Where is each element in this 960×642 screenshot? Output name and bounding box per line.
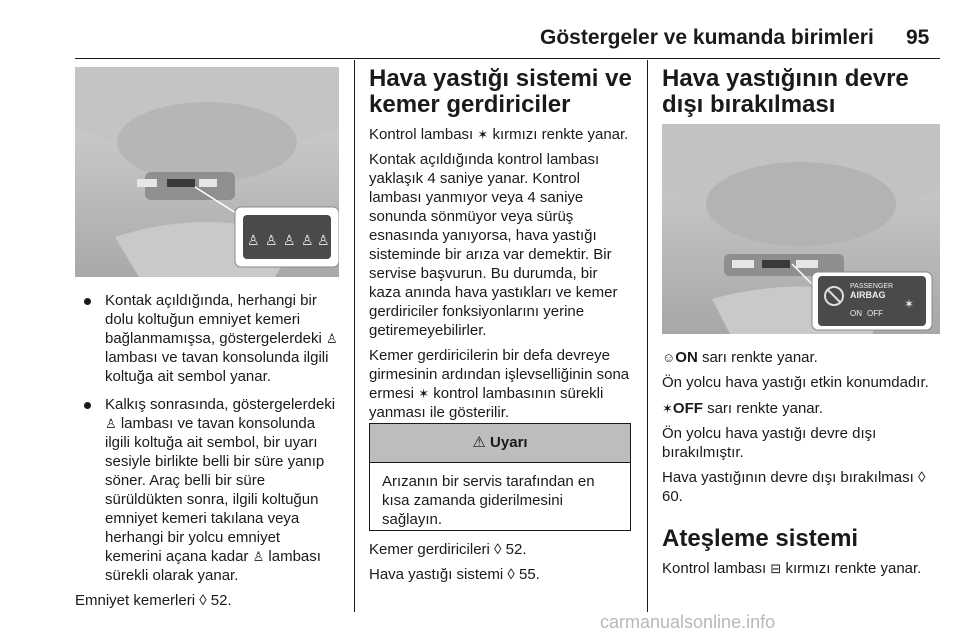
bullet-list — [75, 291, 339, 585]
paragraph — [662, 399, 940, 418]
text: sarı renkte yanar. — [707, 400, 823, 417]
svg-text:♙: ♙ — [265, 233, 278, 249]
link-page-ref[interactable]: 55. — [518, 566, 540, 583]
warning-body: Arızanın bir servis tarafından en kısa zamanda giderilmesini sağlayın. — [382, 473, 595, 528]
bullet-dot — [84, 402, 91, 409]
reference-text: Kemer gerdiricileri — [369, 541, 490, 558]
page-ref-icon: ◊ — [507, 566, 515, 583]
airbag-warning-icon: ✶ — [418, 386, 430, 401]
column-1 — [75, 291, 339, 610]
section-heading: Hava yastığının devre dışı bırakılması — [662, 65, 909, 118]
section-heading: Hava yastığı sistemi ve kemer gerdiriciler — [369, 65, 632, 118]
seatbelt-icon: ♙ — [105, 416, 117, 431]
page-ref-icon: ◊ — [199, 592, 207, 609]
paragraph — [662, 559, 940, 578]
link-page-ref[interactable]: 60. — [662, 488, 683, 505]
link-page-ref[interactable]: 52. — [505, 541, 527, 558]
page-header — [0, 0, 960, 60]
column-divider — [647, 60, 648, 612]
column-3 — [662, 348, 940, 578]
airbag-warning-icon: ✶ — [477, 127, 489, 142]
airbag-on-icon: ☺ — [662, 350, 676, 365]
panel-off-label: OFF — [867, 309, 883, 318]
warning-triangle-icon: ⚠ — [472, 434, 486, 451]
text: Kontrol lambası — [662, 560, 767, 577]
panel-airbag-label: AIRBAG — [850, 290, 886, 300]
section-heading: Ateşleme sistemi — [662, 525, 859, 552]
text: Kemer gerdiricilerin bir defa devreye girmesinin ardından işlevselliğinin sona ermesi — [369, 347, 630, 402]
bullet-text: lambası sürekli olarak yanar. — [105, 548, 321, 584]
svg-text:♙: ♙ — [301, 233, 314, 249]
text: kontrol lambasının sürekli yanması ile gösterilir. — [369, 385, 604, 421]
list-item — [75, 395, 339, 585]
svg-text:♙: ♙ — [283, 233, 296, 249]
warning-header — [370, 424, 630, 463]
ignition-icon: ⊟ — [770, 561, 782, 576]
on-label: ON — [675, 349, 698, 366]
bullet-text: Kontak açıldığında, herhangi bir dolu koltuğun emniyet kemeri bağlanmamışsa, göstergelerdeki — [105, 292, 322, 347]
airbag-off-icon: ✶ — [662, 401, 673, 416]
page-ref-icon: ◊ — [494, 541, 502, 558]
cross-reference — [75, 591, 339, 610]
column-divider — [354, 60, 355, 612]
cross-reference — [369, 565, 632, 584]
paragraph: Ön yolcu hava yastığı etkin konumdadır. — [662, 374, 929, 391]
column-2-refs — [369, 540, 632, 584]
airbag-console-photo — [662, 124, 940, 334]
bullet-text: lambası ve tavan konsolunda ilgili koltuğa ait sembol, bir uyarı sesiyle birlikte belli bir süre yanıp söner. Araç belli bir süre sürüldükten sonra, ilgili koltuğun emniyet kemeri takılana veya herhangi bir yolcu emniyet kemerini açana kadar — [105, 415, 325, 565]
airbag-console-illustration — [662, 124, 940, 334]
bullet-dot — [84, 298, 91, 305]
list-item — [75, 291, 339, 386]
cross-reference — [369, 540, 632, 559]
reference-text: Emniyet kemerleri — [75, 592, 196, 609]
paragraph: Ön yolcu hava yastığı devre dışı bırakılmıştır. — [662, 425, 877, 461]
bullet-text: lambası ve tavan konsolunda ilgili koltuğa ait sembol yanar. — [105, 349, 329, 385]
reference-text: Hava yastığının devre dışı bırakılması — [662, 469, 914, 486]
seatbelt-console-illustration — [75, 67, 339, 277]
column-2 — [369, 66, 632, 422]
svg-text:✶: ✶ — [904, 297, 915, 311]
paragraph — [662, 348, 940, 367]
seatbelt-icon: ♙ — [252, 549, 265, 564]
header-rule — [75, 58, 940, 59]
warning-title: Uyarı — [490, 434, 528, 451]
bullet-text: Kalkış sonrasında, göstergelerdeki — [105, 396, 336, 413]
warning-box — [369, 423, 631, 531]
paragraph — [369, 125, 632, 144]
paragraph — [369, 346, 632, 422]
text: Kontrol lambası — [369, 126, 474, 143]
text: kırmızı renkte yanar. — [492, 126, 629, 143]
seatbelt-console-photo — [75, 67, 339, 277]
panel-on-label: ON — [850, 309, 862, 318]
watermark: carmanualsonline.info — [600, 612, 776, 632]
page-ref-icon: ◊ — [917, 469, 926, 486]
page-number: 95 — [906, 26, 930, 49]
page-title: Göstergeler ve kumanda birimleri — [540, 26, 874, 49]
seatbelt-icon: ♙ — [325, 331, 338, 346]
svg-text:♙: ♙ — [317, 233, 330, 249]
reference-text: Hava yastığı sistemi — [369, 566, 504, 583]
off-label: OFF — [672, 400, 703, 417]
svg-text:♙: ♙ — [247, 233, 260, 249]
column-3-heading — [662, 66, 940, 118]
cross-reference — [662, 468, 940, 506]
link-page-ref[interactable]: 52. — [210, 592, 232, 609]
panel-passenger-label: PASSENGER — [850, 283, 894, 290]
text: kırmızı renkte yanar. — [785, 560, 922, 577]
paragraph: Kontak açıldığında kontrol lambası yaklaşık 4 saniye yanar. Kontrol lambası yanmıyor veya 4 saniye sonunda sönmüyor veya sürüş esnasında yanıyorsa, hava yastığı sisteminde bir arıza var demektir. Bir servise başvurun. Bu durumda, bir kaza anında hava yastıkları ve kemer gerdiriciler fonksiyonlarını yerine getiremeyebilirler. — [369, 151, 618, 339]
text: sarı renkte yanar. — [701, 349, 818, 366]
